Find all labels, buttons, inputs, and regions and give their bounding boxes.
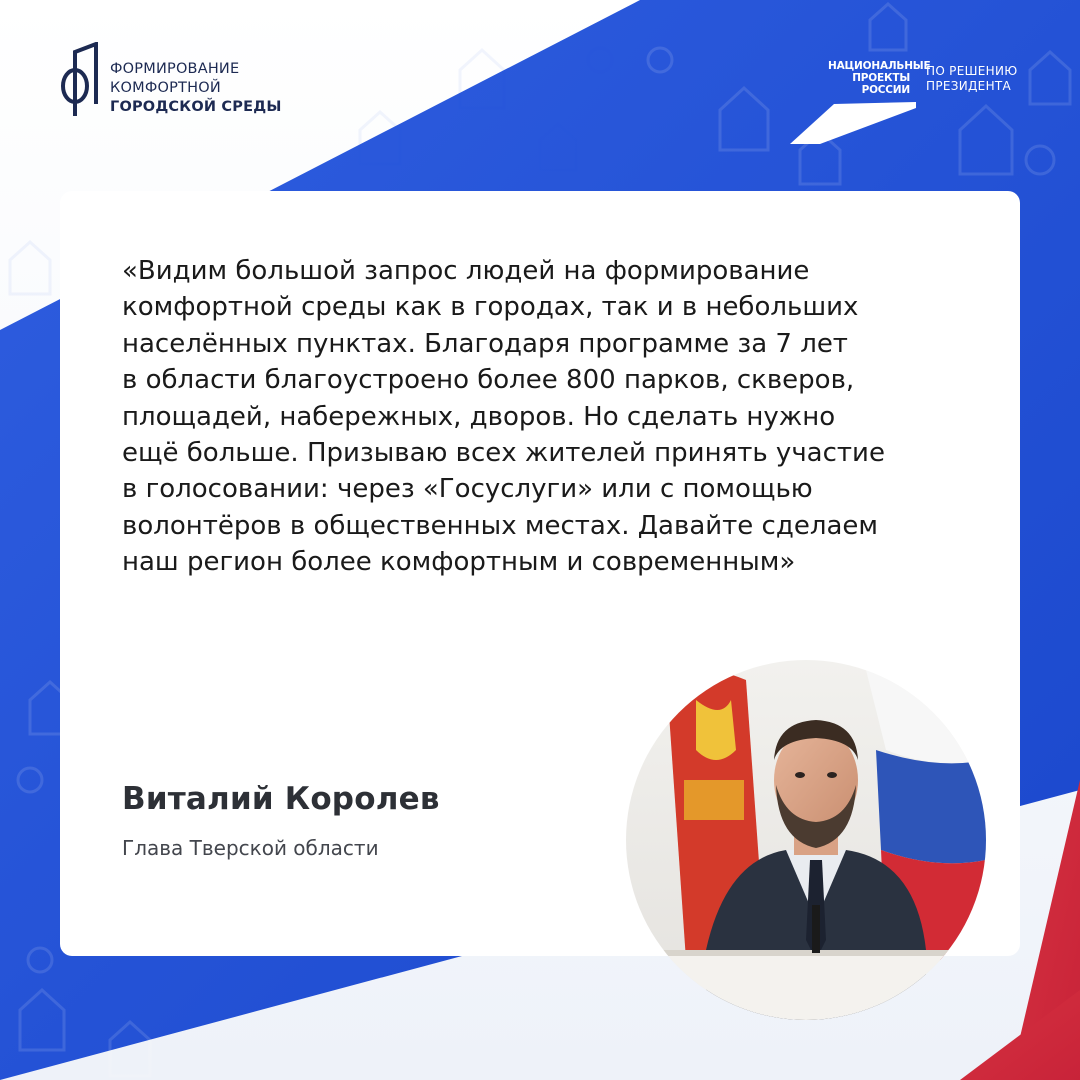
city-environment-logo-icon [58,42,102,118]
quote-line: комфортной среды как в городах, так и в небольших [122,292,859,323]
quote-text [122,253,942,581]
np-line-1: НАЦИОНАЛЬНЫЕ [828,60,931,72]
quote-line: наш регион более комфортным и современным» [122,547,796,578]
speaker-portrait-photo [626,660,986,1020]
quote-line: в области благоустроено более 800 парков, скверов, [122,365,855,396]
quote-line: площадей, набережных, дворов. Но сделать нужно [122,401,836,432]
logo-line-2: КОМФОРТНОЙ [110,80,221,96]
logo-line-1: ФОРМИРОВАНИЕ [110,61,240,77]
city-environment-logo [58,42,282,118]
np-line-3: РОССИИ [861,84,910,96]
speaker-name: Виталий Королев [122,781,440,817]
quote-line: волонтёров в общественных местах. Давайте сделаем [122,510,878,541]
quote-line: ещё больше. Призываю всех жителей принять участие [122,438,885,469]
national-projects-icon [790,56,931,148]
np-president-line-1: ПО РЕШЕНИЮ [926,64,1018,78]
np-line-2: ПРОЕКТЫ [852,72,910,84]
speaker-title: Глава Тверской области [122,836,379,860]
quote-line: «Видим большой запрос людей на формирование [122,256,810,286]
national-projects-logo [790,56,1017,148]
quote-line: населённых пунктах. Благодаря программе за 7 лет [122,328,848,359]
quote-line: в голосовании: через «Госуслуги» или с помощью [122,474,813,505]
np-president-line-2: ПРЕЗИДЕНТА [926,79,1012,93]
logo-line-3: ГОРОДСКОЙ СРЕДЫ [110,99,282,115]
